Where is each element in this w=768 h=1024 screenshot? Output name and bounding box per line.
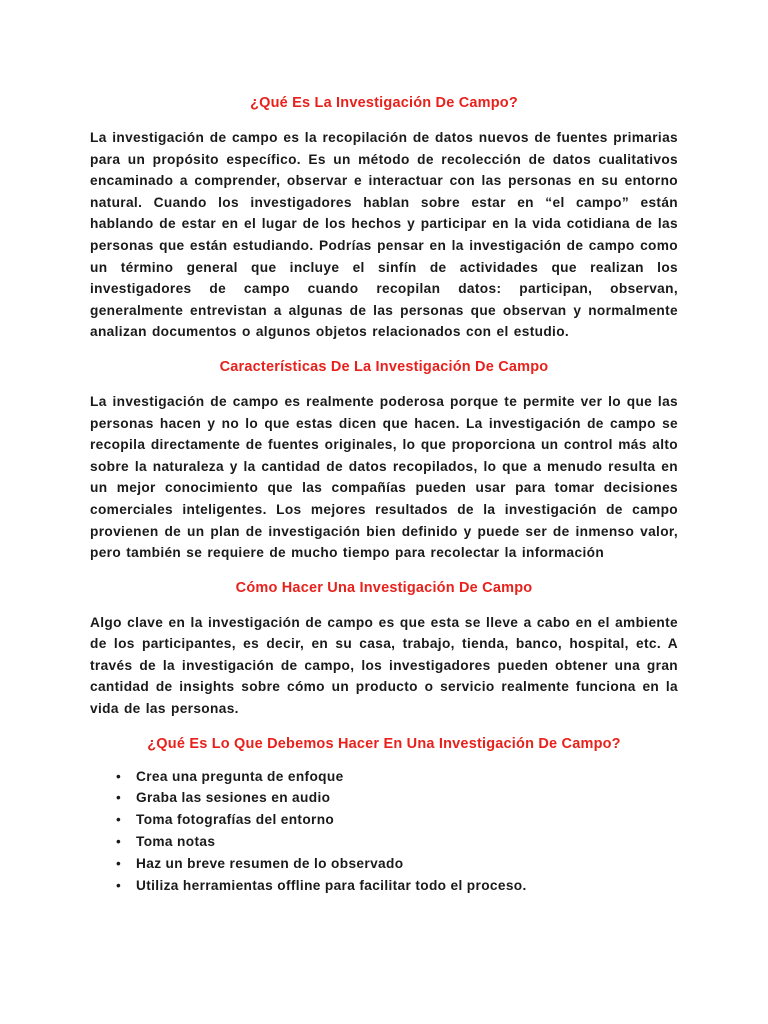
paragraph-que-es: La investigación de campo es la recopilación de datos nuevos de fuentes primarias para un propósito específico. Es un método de recolección de datos cualitativos encaminado a comprender, observar e interactuar con las personas en su entorno natural. Cuando los investigadores hablan sobre estar en “el campo” están hablando de estar en el lugar de los hechos y participar en la vida cotidiana de las personas que están estudiando. Podrías pensar en la investigación de campo como un término general que incluye el sinfín de actividades que realizan los investigadores de campo cuando recopilan datos: participan, observan, generalmente entrevistan a algunas de las personas que observan y normalmente analizan documentos o algunos objetos relacionados con el estudio.	[90, 130, 678, 340]
document-page	[90, 93, 678, 896]
section-heading-caracteristicas: Características De La Investigación De Campo	[219, 358, 549, 375]
bullet-icon: •	[116, 768, 122, 784]
section-heading-que-debemos-hacer: ¿Qué Es Lo Que Debemos Hacer En Una Investigación De Campo?	[147, 735, 621, 752]
list-item-text: Toma notas	[136, 834, 216, 850]
bullet-icon: •	[116, 812, 122, 828]
bullet-icon: •	[116, 877, 122, 893]
bullet-list	[90, 766, 678, 897]
paragraph-como-hacer: Algo clave en la investigación de campo es que esta se lleve a cabo en el ambiente de los participantes, es decir, en su casa, trabajo, tienda, banco, hospital, etc. A través de la investigación de campo, los investigadores pueden obtener una gran cantidad de insights sobre cómo un producto o servicio realmente funciona en la vida de las personas.	[90, 614, 678, 717]
section-heading-como-hacer: Cómo Hacer Una Investigación De Campo	[235, 579, 533, 596]
list-item	[90, 766, 678, 788]
list-item-text: Crea una pregunta de enfoque	[136, 768, 344, 784]
list-item	[90, 787, 678, 809]
bullet-icon: •	[116, 790, 122, 806]
list-item-text: Utiliza herramientas offline para facilitar todo el proceso.	[136, 877, 527, 893]
list-item	[90, 853, 678, 875]
list-item	[90, 875, 678, 897]
list-item	[90, 809, 678, 831]
list-item-text: Graba las sesiones en audio	[136, 790, 331, 806]
list-item-text: Toma fotografías del entorno	[136, 812, 335, 828]
paragraph-caracteristicas: La investigación de campo es realmente poderosa porque te permite ver lo que las personas hacen y no lo que estas dicen que hacen. La investigación de campo se recopila directamente de fuentes originales, lo que proporciona un control más alto sobre la naturaleza y la cantidad de datos recopilados, lo que a menudo resulta en un mejor conocimiento que las compañías pueden usar para tomar decisiones comerciales inteligentes. Los mejores resultados de la investigación de campo provienen de un plan de investigación bien definido y puede ser de inmenso valor, pero también se requiere de mucho tiempo para recolectar la información	[90, 393, 678, 561]
list-item-text: Haz un breve resumen de lo observado	[136, 855, 404, 871]
section-heading-que-es: ¿Qué Es La Investigación De Campo?	[250, 95, 518, 111]
list-item	[90, 831, 678, 853]
bullet-icon: •	[116, 834, 122, 850]
bullet-icon: •	[116, 855, 122, 871]
